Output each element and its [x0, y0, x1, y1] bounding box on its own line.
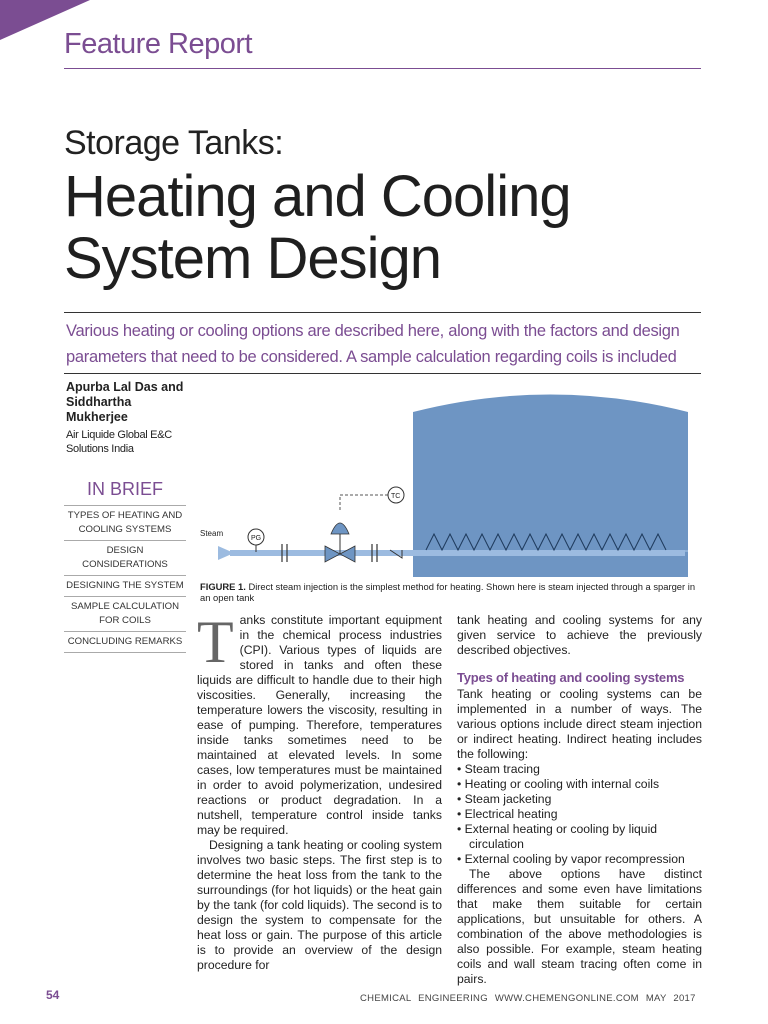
article-subtitle: Storage Tanks: — [64, 124, 284, 162]
list-item: • External cooling by vapor recompression — [457, 852, 702, 867]
figure-caption-text: Direct steam injection is the simplest method for heating. Shown here is steam injected through a sparger in an open tank — [200, 581, 696, 603]
steam-pipe — [230, 550, 685, 556]
page-number: 54 — [46, 988, 60, 1002]
in-brief-item: SAMPLE CALCULATION FOR COILS — [64, 597, 186, 632]
paragraph: Designing a tank heating or cooling system involves two basic steps. The first step is to determine the heat loss from the tank to the surroundings (for hot liquids) or the heat gain by the tank (for cold liquids). The second is to design the system to compensate for the heat loss or gain. The purpose of this article is to provide an overview of the design procedure for — [197, 838, 443, 972]
tank-shape — [413, 395, 688, 578]
deck-rule-bottom — [64, 373, 701, 374]
in-brief-item: DESIGN CONSIDERATIONS — [64, 541, 186, 576]
paragraph: Tank heating or cooling systems can be implemented in a number of ways. The various options include direct steam injection or indirect heating. Indirect heating includes the following: — [457, 687, 702, 761]
section-label: Feature Report — [64, 28, 253, 60]
section-heading: Types of heating and cooling systems — [457, 670, 685, 685]
steam-label: Steam — [200, 529, 224, 538]
figure-caption — [200, 581, 702, 603]
list-item: • Heating or cooling with internal coils — [457, 777, 702, 792]
figure-steam-injection-diagram — [200, 382, 702, 577]
paragraph-text: anks constitute important equipment in the chemical process industries (CPI). Various types of liquids are stored in tanks and often these liquids are difficult to handle due to their high viscosities. Generally, increasing the temperature lowers the viscosity, resulting in ease of pumping. Therefore, temperatures inside tanks sometimes need to be maintained at elevated levels. In some cases, low temperatures must be maintained in order to avoid polymerization, undesired reactions or product degradation. In a nutshell, temperature control inside tanks may be required. — [197, 613, 442, 837]
list-item: • External heating or cooling by liquid circulation — [457, 822, 702, 852]
in-brief-item: TYPES OF HEATING AND COOLING SYSTEMS — [64, 506, 186, 541]
list-item: • Steam jacketing — [457, 792, 702, 807]
pressure-gauge-label: PG — [251, 535, 262, 542]
deck-rule-top — [64, 312, 701, 313]
footer-publication: CHEMICAL ENGINEERING — [360, 993, 488, 1004]
article-deck: Various heating or cooling options are described here, along with the factors and design parameters that need to be considered. A sample calculation regarding coils is included — [66, 322, 680, 366]
title-line-2: System Design — [64, 226, 442, 291]
temperature-controller-label: TC — [391, 493, 401, 500]
paragraph — [197, 609, 442, 838]
footer-date: MAY 2017 — [645, 993, 696, 1004]
in-brief-title: IN BRIEF — [86, 479, 163, 499]
figure-caption-label: FIGURE 1. — [200, 581, 246, 592]
header-rule — [64, 68, 701, 69]
body-column-1 — [197, 609, 443, 973]
body-column-2 — [457, 613, 702, 987]
drop-cap: T — [197, 609, 234, 675]
author-affiliation: Air Liquide Global E&C Solutions India — [66, 429, 172, 455]
author-names: Apurba Lal Das and Siddhartha Mukherjee — [66, 380, 184, 424]
valve-actuator — [331, 523, 349, 534]
paragraph: tank heating and cooling systems for any given service to achieve the previously described objectives. — [457, 613, 702, 657]
footer-website: WWW.CHEMENGONLINE.COM — [494, 993, 639, 1004]
footer-credit — [360, 993, 696, 1004]
in-brief-item: DESIGNING THE SYSTEM — [64, 576, 186, 597]
inlet-arrow — [218, 546, 234, 560]
paragraph: The above options have distinct differences and some even have limitations that make them suitable for certain applications, but unsuitable for others. A combination of the above methodologies is also possible. For example, steam heating coils and wall steam tracing often come in pairs. — [457, 867, 702, 986]
in-brief-list — [64, 505, 186, 653]
title-line-1: Heating and Cooling — [64, 164, 571, 229]
bullet-list — [457, 762, 702, 867]
article-title — [64, 166, 571, 290]
list-item: • Steam tracing — [457, 762, 702, 777]
signal-line — [340, 495, 388, 510]
list-item: • Electrical heating — [457, 807, 702, 822]
in-brief-item: CONCLUDING REMARKS — [64, 632, 186, 653]
